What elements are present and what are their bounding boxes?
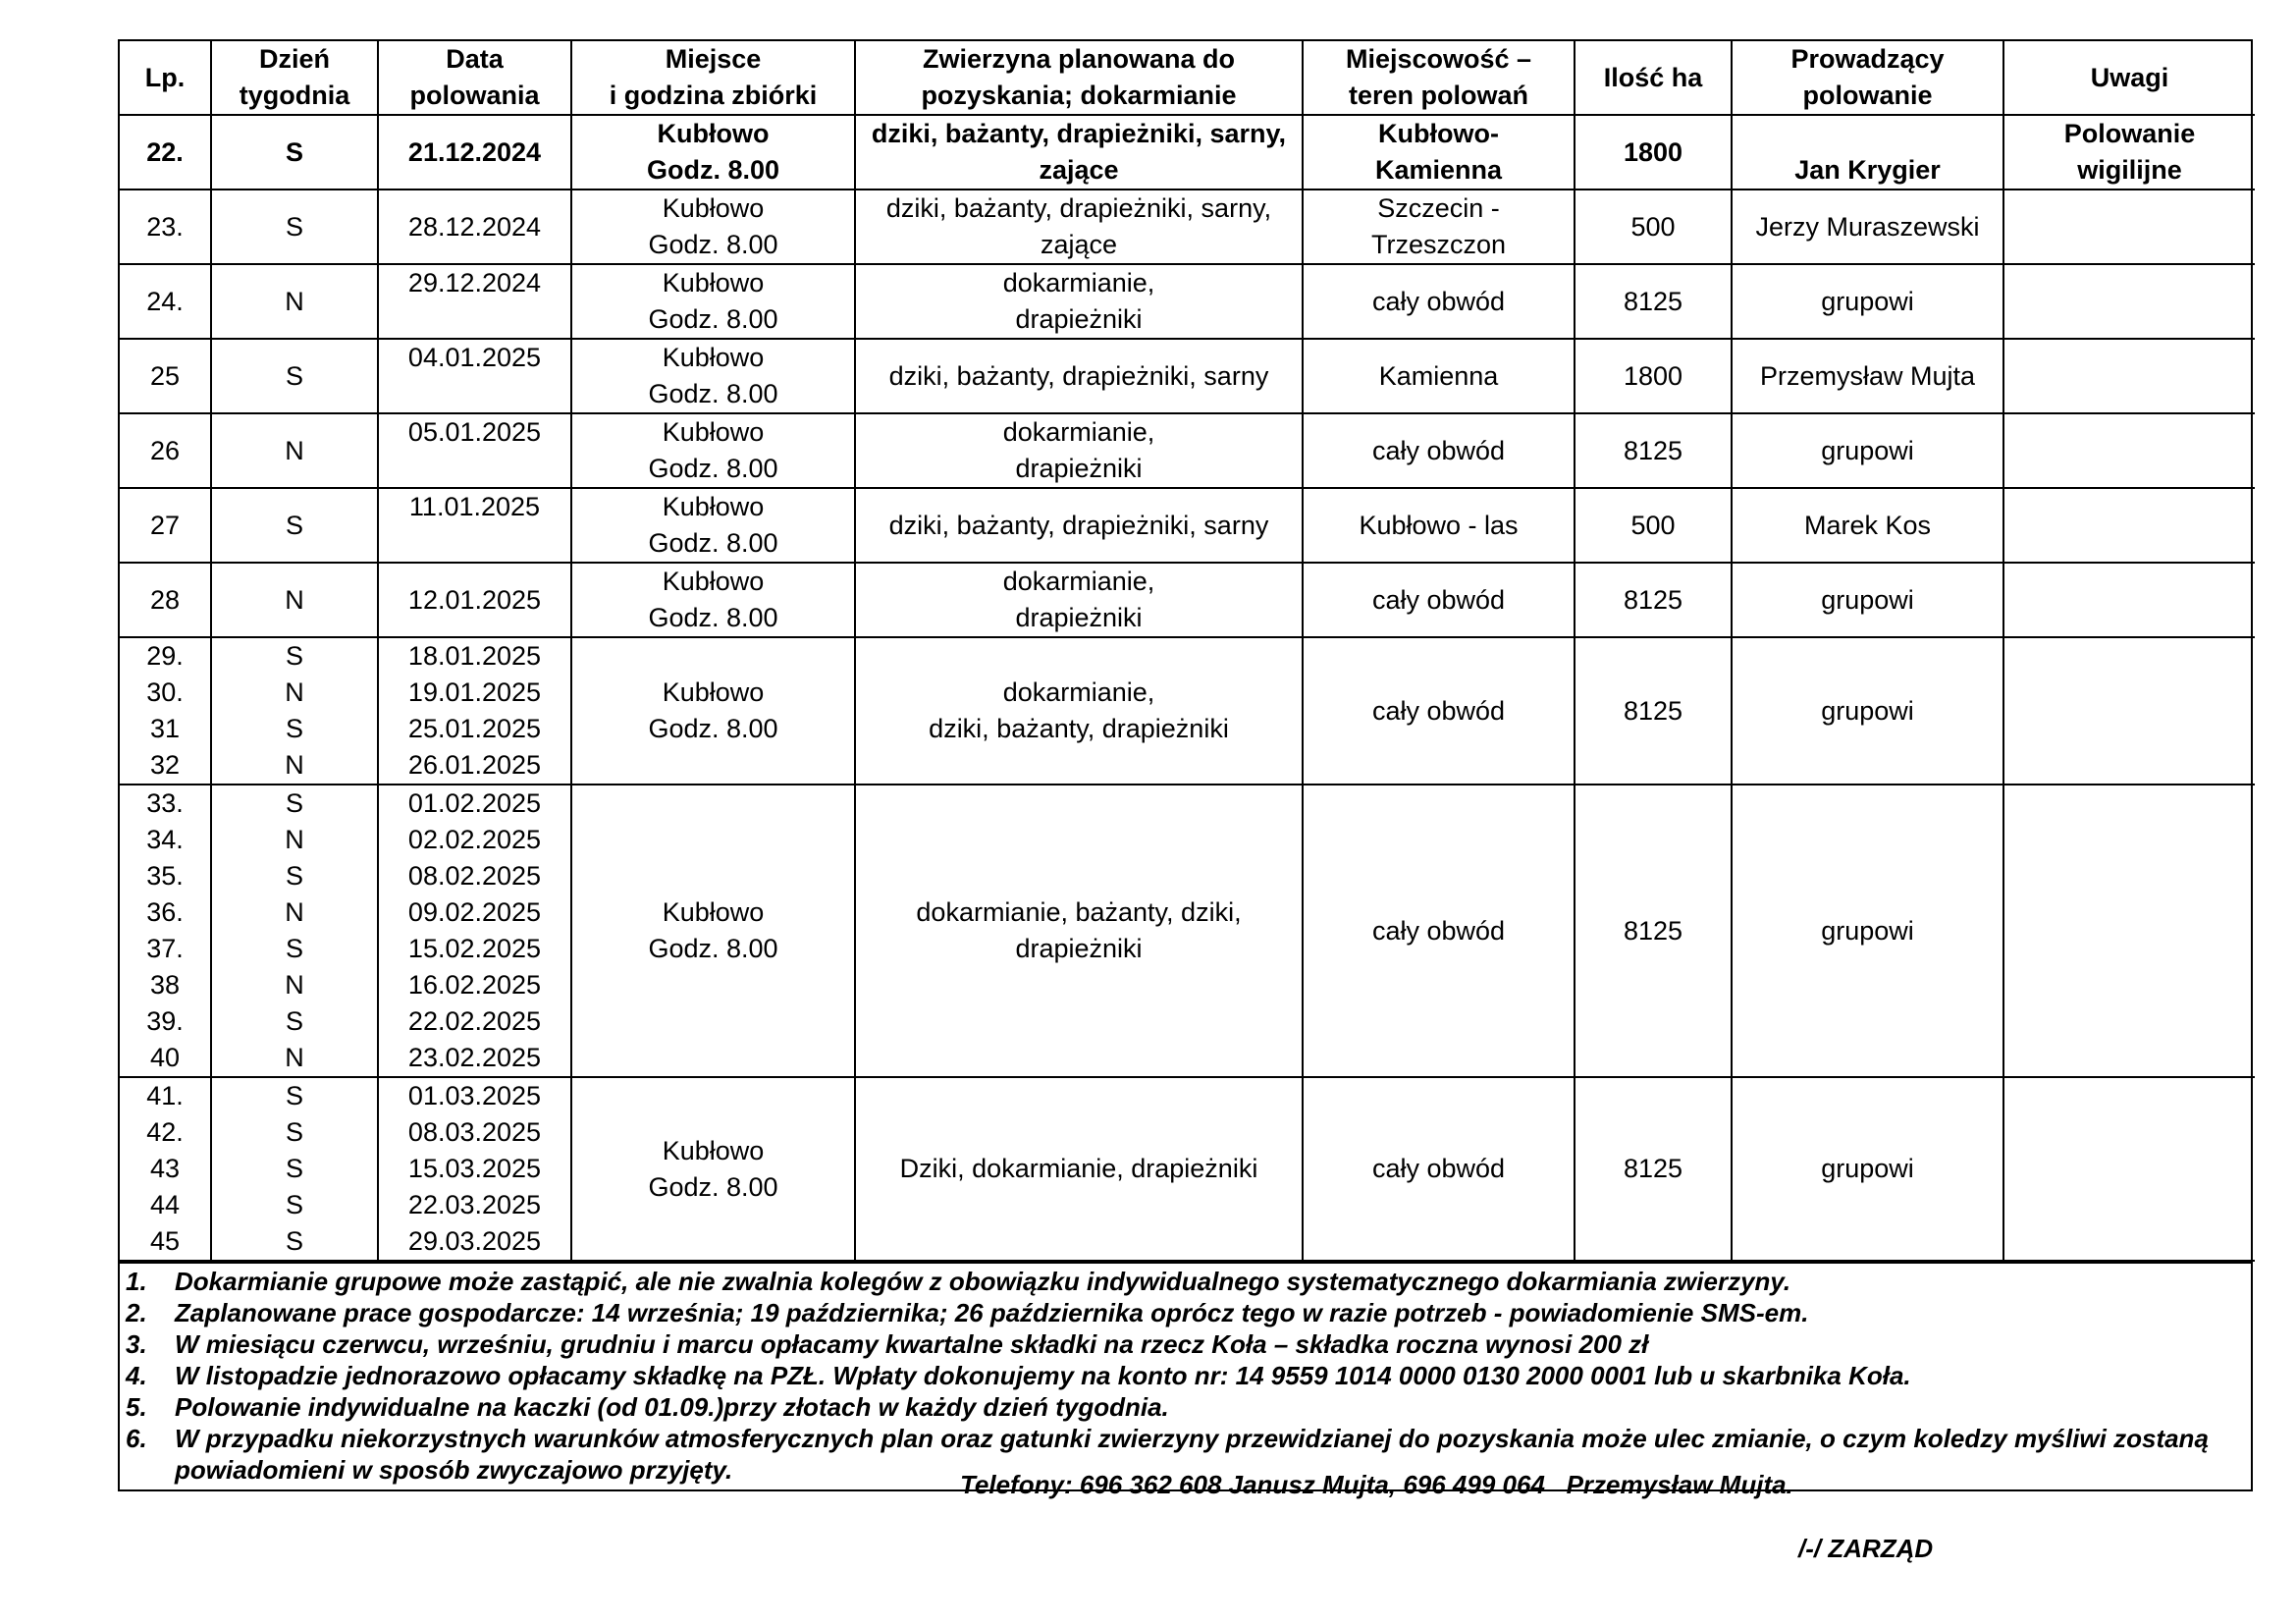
leader-cell: [1732, 785, 2003, 1077]
area-line: Szczecin -: [1377, 193, 1500, 223]
day-cell: [211, 413, 378, 488]
game-cell: [855, 488, 1303, 563]
area-cell: [1303, 785, 1575, 1077]
notes-cell: [2003, 339, 2255, 413]
footnote-number: 6.: [126, 1424, 147, 1453]
game-line: drapieżniki: [1015, 454, 1143, 483]
area-line: cały obwód: [1371, 1154, 1506, 1183]
header-line: i godzina zbiórki: [609, 81, 818, 110]
game-line: dokarmianie,: [1002, 567, 1155, 596]
table-row: [120, 488, 2255, 563]
header-line: pozyskania; dokarmianie: [921, 81, 1237, 110]
col-date-header: [378, 41, 571, 115]
game-line: dziki, bażanty, drapieżniki, sarny: [888, 360, 1269, 391]
header-line: Dzień: [258, 44, 330, 74]
day-line: S: [285, 861, 303, 891]
header-line: teren polowań: [1348, 81, 1528, 110]
notes-cell: [2003, 1077, 2255, 1261]
table-row: [120, 637, 2255, 785]
lp-line: 44: [149, 1190, 181, 1219]
phone-contacts: Telefony: 696 362 608 Janusz Mujta, 696 499 064 Przemysław Mujta.: [960, 1470, 1793, 1499]
footnote-number: 2.: [126, 1298, 147, 1327]
game-cell: [855, 339, 1303, 413]
leader-name: Jan Krygier: [1794, 155, 1941, 185]
date-cell: [378, 264, 571, 339]
leader-cell: [1732, 264, 2003, 339]
hunting-schedule-table: [120, 41, 2255, 1262]
day-cell: [211, 115, 378, 189]
date-cell: [378, 115, 571, 189]
date-line: 05.01.2025: [407, 417, 542, 447]
date-cell: [378, 189, 571, 264]
date-line: 02.02.2025: [407, 825, 542, 854]
area-line: Kubłowo - las: [1359, 510, 1519, 540]
place-line: Kubłowo: [662, 193, 765, 223]
table-row: [120, 264, 2255, 339]
footnote-item: [126, 1297, 2251, 1328]
day-line: S: [285, 510, 303, 540]
date-line: 16.02.2025: [407, 970, 542, 1000]
place-line: Kubłowo: [662, 343, 765, 372]
game-line: dokarmianie, bażanty, dziki,: [916, 897, 1242, 927]
area-line: Kamienna: [1374, 155, 1503, 185]
hunting-plan-sheet: [118, 39, 2253, 1491]
game-line: dokarmianie,: [1002, 417, 1155, 447]
lp-line: 29.: [146, 641, 184, 671]
game-line: Dziki, dokarmianie, drapieżniki: [899, 1154, 1258, 1183]
date-line: 18.01.2025: [407, 641, 542, 671]
game-line: zające: [1040, 230, 1118, 259]
lp-line: 34.: [146, 825, 184, 854]
table-body: [120, 115, 2255, 1261]
leader-cell: [1732, 413, 2003, 488]
ha-value: 500: [1630, 211, 1676, 242]
date-line: 04.01.2025: [407, 343, 542, 372]
place-line: Kubłowo: [657, 119, 770, 148]
date-cell: [378, 488, 571, 563]
place-cell: [571, 637, 855, 785]
place-cell: [571, 563, 855, 637]
date-line: 29.03.2025: [407, 1226, 542, 1256]
day-line: S: [285, 934, 303, 963]
lp-line: 31: [149, 714, 181, 743]
lp-line: 42.: [146, 1117, 184, 1147]
date-line: 01.03.2025: [407, 1081, 542, 1110]
place-cell: [571, 115, 855, 189]
notes-line: Polowanie: [2063, 119, 2196, 148]
date-cell: [378, 563, 571, 637]
ha-cell: [1575, 413, 1732, 488]
day-line: N: [285, 825, 304, 854]
area-cell: [1303, 637, 1575, 785]
place-cell: [571, 189, 855, 264]
col-notes-header: [2003, 41, 2255, 115]
lp-line: 36.: [146, 897, 184, 927]
lp-line: 45: [149, 1226, 181, 1256]
area-line: Kubłowo-: [1378, 119, 1499, 148]
date-line: 09.02.2025: [407, 897, 542, 927]
date-line: 08.02.2025: [407, 861, 542, 891]
day-line: S: [285, 1190, 303, 1219]
notes-cell: [2003, 115, 2255, 189]
date-line: 19.01.2025: [407, 677, 542, 707]
leader-cell: [1732, 339, 2003, 413]
footnote-number: 3.: [126, 1329, 147, 1359]
leader-name: Jerzy Muraszewski: [1755, 211, 1980, 242]
header-line: Ilość ha: [1603, 62, 1703, 92]
leader-name: Przemysław Mujta: [1759, 360, 1976, 391]
date-line: 12.01.2025: [407, 584, 542, 615]
game-line: dziki, bażanty, drapieżniki, sarny,: [885, 193, 1272, 223]
notes-cell: [2003, 563, 2255, 637]
lp-line: 26: [149, 435, 181, 465]
col-day-header: [211, 41, 378, 115]
ha-cell: [1575, 488, 1732, 563]
game-cell: [855, 413, 1303, 488]
area-cell: [1303, 189, 1575, 264]
day-line: N: [285, 435, 304, 465]
col-area-header: [1303, 41, 1575, 115]
leader-name: grupowi: [1821, 286, 1914, 316]
day-cell: [211, 189, 378, 264]
table-row: [120, 413, 2255, 488]
lp-line: 43: [149, 1154, 181, 1183]
lp-line: 32: [149, 750, 181, 780]
area-cell: [1303, 488, 1575, 563]
ha-value: 8125: [1623, 584, 1683, 615]
lp-cell: [120, 563, 211, 637]
place-line: Kubłowo: [662, 417, 765, 447]
place-cell: [571, 264, 855, 339]
table-row: [120, 785, 2255, 1077]
leader-name: grupowi: [1821, 1154, 1914, 1183]
area-cell: [1303, 264, 1575, 339]
leader-name: grupowi: [1821, 695, 1914, 726]
date-line: 29.12.2024: [407, 268, 542, 298]
lp-cell: [120, 115, 211, 189]
day-cell: [211, 563, 378, 637]
day-cell: [211, 1077, 378, 1261]
ha-cell: [1575, 115, 1732, 189]
date-line: 22.03.2025: [407, 1190, 542, 1219]
day-line: N: [285, 584, 304, 615]
leader-name: grupowi: [1821, 584, 1914, 615]
lp-line: 33.: [146, 788, 184, 818]
table-row: [120, 1077, 2255, 1261]
notes-cell: [2003, 488, 2255, 563]
ha-cell: [1575, 563, 1732, 637]
game-cell: [855, 785, 1303, 1077]
area-cell: [1303, 115, 1575, 189]
day-cell: [211, 785, 378, 1077]
area-line: Kamienna: [1378, 360, 1499, 391]
day-cell: [211, 339, 378, 413]
day-cell: [211, 488, 378, 563]
ha-cell: [1575, 339, 1732, 413]
ha-value: 8125: [1623, 1154, 1683, 1183]
footnote-text: W miesiącu czerwcu, wrześniu, grudniu i marcu opłacamy kwartalne składki na rzecz Koła – składka roczna wynosi 200 zł: [175, 1329, 1649, 1359]
header-line: polowanie: [1802, 81, 1933, 110]
header-line: Lp.: [144, 62, 186, 92]
lp-cell: [120, 488, 211, 563]
lp-cell: [120, 264, 211, 339]
lp-line: 30.: [146, 677, 184, 707]
footnote-item: [126, 1391, 2251, 1423]
board-signature: /-/ ZARZĄD: [1798, 1534, 1934, 1563]
place-line: Godz. 8.00: [648, 714, 778, 743]
table-row: [120, 189, 2255, 264]
place-line: Godz. 8.00: [648, 379, 778, 408]
date-cell: [378, 637, 571, 785]
date-line: 11.01.2025: [408, 492, 541, 521]
place-line: Kubłowo: [662, 897, 765, 927]
lp-cell: [120, 189, 211, 264]
date-line: 22.02.2025: [407, 1006, 542, 1036]
date-cell: [378, 413, 571, 488]
place-line: Godz. 8.00: [648, 1171, 778, 1202]
footnote-text: W przypadku niekorzystnych warunków atmosferycznych plan oraz gatunki zwierzyny przewidzianej do pozyskania może ulec zmianie, o czym koledzy myśliwi zostaną powiadomieni w sposób zwyczajowo przyjęty.: [175, 1424, 2209, 1485]
game-cell: [855, 115, 1303, 189]
leader-cell: [1732, 637, 2003, 785]
area-line: cały obwód: [1371, 286, 1506, 316]
col-leader-header: [1732, 41, 2003, 115]
lp-cell: [120, 1077, 211, 1261]
footnote-text: Dokarmianie grupowe może zastąpić, ale nie zwalnia kolegów z obowiązku indywidualnego systematycznego dokarmiania zwierzyny.: [175, 1267, 1791, 1296]
date-line: 28.12.2024: [407, 211, 542, 242]
area-line: cały obwód: [1371, 695, 1506, 726]
lp-line: 24.: [146, 286, 184, 316]
place-cell: [571, 785, 855, 1077]
date-line: 08.03.2025: [407, 1117, 542, 1147]
place-cell: [571, 1077, 855, 1261]
footnote-item: [126, 1328, 2251, 1360]
day-line: S: [285, 1154, 303, 1183]
ha-cell: [1575, 189, 1732, 264]
place-cell: [571, 413, 855, 488]
place-line: Godz. 8.00: [648, 454, 778, 483]
lp-cell: [120, 785, 211, 1077]
game-line: dokarmianie,: [1002, 677, 1155, 707]
place-line: Godz. 8.00: [648, 603, 778, 632]
leader-cell: [1732, 563, 2003, 637]
ha-value: 8125: [1623, 915, 1683, 946]
game-line: drapieżniki: [1015, 304, 1143, 334]
area-cell: [1303, 1077, 1575, 1261]
day-line: N: [285, 286, 304, 316]
game-line: drapieżniki: [1015, 603, 1143, 632]
day-line: N: [285, 1043, 304, 1072]
footnote-number: 5.: [126, 1392, 147, 1422]
table-row: [120, 563, 2255, 637]
day-line: N: [285, 677, 304, 707]
header-line: Zwierzyna planowana do: [922, 44, 1236, 74]
date-line: 01.02.2025: [407, 788, 542, 818]
leader-cell: [1732, 488, 2003, 563]
header-line: tygodnia: [239, 81, 350, 110]
lp-line: 40: [149, 1043, 181, 1072]
header-line: Miejsce: [665, 44, 762, 74]
area-cell: [1303, 413, 1575, 488]
place-line: Kubłowo: [662, 268, 765, 298]
day-line: S: [285, 1117, 303, 1147]
area-cell: [1303, 339, 1575, 413]
place-line: Godz. 8.00: [648, 528, 778, 558]
lp-line: 39.: [146, 1006, 184, 1036]
notes-cell: [2003, 413, 2255, 488]
game-cell: [855, 563, 1303, 637]
ha-cell: [1575, 264, 1732, 339]
ha-value: 8125: [1623, 695, 1683, 726]
header-line: Miejscowość –: [1345, 44, 1532, 74]
col-lp-header: [120, 41, 211, 115]
day-cell: [211, 637, 378, 785]
area-line: cały obwód: [1371, 435, 1506, 465]
area-line: cały obwód: [1371, 584, 1506, 615]
lp-line: 35.: [146, 861, 184, 891]
footnote-text: Zaplanowane prace gospodarcze: 14 września; 19 października; 26 października oprócz tego w razie potrzeb - powiadomienie SMS-em.: [175, 1298, 1809, 1327]
footnote-number: 4.: [126, 1361, 147, 1390]
date-line: 21.12.2024: [407, 136, 542, 167]
ha-value: 1800: [1623, 136, 1683, 167]
table-row: [120, 339, 2255, 413]
leader-name: grupowi: [1821, 915, 1914, 946]
ha-cell: [1575, 637, 1732, 785]
table-header-row: [120, 41, 2255, 115]
area-cell: [1303, 563, 1575, 637]
game-cell: [855, 189, 1303, 264]
leader-cell: [1732, 189, 2003, 264]
lp-cell: [120, 339, 211, 413]
game-cell: [855, 1077, 1303, 1261]
lp-cell: [120, 637, 211, 785]
ha-cell: [1575, 1077, 1732, 1261]
footnote-text: W listopadzie jednorazowo opłacamy składkę na PZŁ. Wpłaty dokonujemy na konto nr: 14 9559 1014 0000 0130 2000 0001 lub u skarbnika Koła.: [175, 1361, 1911, 1390]
day-cell: [211, 264, 378, 339]
date-cell: [378, 1077, 571, 1261]
notes-cell: [2003, 264, 2255, 339]
place-line: Godz. 8.00: [648, 934, 778, 963]
area-line: cały obwód: [1371, 915, 1506, 946]
day-line: S: [285, 1006, 303, 1036]
leader-name: Marek Kos: [1803, 510, 1932, 540]
ha-cell: [1575, 785, 1732, 1077]
date-line: 15.03.2025: [407, 1154, 542, 1183]
lp-line: 28: [149, 584, 181, 615]
place-line: Kubłowo: [662, 567, 765, 596]
table-row: [120, 115, 2255, 189]
footnote-text: Polowanie indywidualne na kaczki (od 01.09.)przy złotach w każdy dzień tygodnia.: [175, 1392, 1169, 1422]
header-line: Prowadzący: [1790, 44, 1945, 74]
footnotes: [120, 1262, 2251, 1489]
day-line: N: [285, 750, 304, 780]
lp-line: 37.: [146, 934, 184, 963]
day-line: S: [285, 714, 303, 743]
date-cell: [378, 339, 571, 413]
leader-name: grupowi: [1821, 435, 1914, 465]
game-line: dziki, bażanty, drapieżniki: [929, 714, 1229, 743]
ha-value: 8125: [1623, 435, 1683, 465]
day-line: S: [285, 641, 303, 671]
game-line: drapieżniki: [1015, 934, 1143, 963]
notes-cell: [2003, 637, 2255, 785]
day-line: S: [285, 136, 303, 167]
lp-line: 23.: [146, 211, 184, 242]
day-line: N: [285, 897, 304, 927]
place-line: Kubłowo: [662, 677, 765, 707]
footnote-number: 1.: [126, 1267, 147, 1296]
header-line: polowania: [409, 81, 540, 110]
lp-line: 22.: [146, 136, 184, 167]
lp-line: 38: [149, 970, 181, 1000]
place-line: Kubłowo: [662, 492, 765, 521]
col-game-header: [855, 41, 1303, 115]
place-line: Godz. 8.00: [648, 230, 778, 259]
place-cell: [571, 488, 855, 563]
ha-value: 1800: [1623, 360, 1683, 391]
game-line: dokarmianie,: [1002, 268, 1155, 298]
day-line: S: [285, 788, 303, 818]
lp-line: 25: [149, 360, 181, 391]
place-line: Kubłowo: [662, 1135, 765, 1165]
notes-cell: [2003, 785, 2255, 1077]
lp-line: 27: [149, 510, 181, 540]
notes-line: wigilijne: [2077, 155, 2182, 185]
game-line: zające: [1039, 155, 1119, 185]
date-line: 26.01.2025: [407, 750, 542, 780]
day-line: S: [285, 1226, 303, 1256]
place-line: Godz. 8.00: [648, 304, 778, 334]
date-cell: [378, 785, 571, 1077]
header-line: Uwagi: [2090, 62, 2169, 92]
leader-cell: [1732, 1077, 2003, 1261]
ha-value: 500: [1630, 510, 1676, 540]
game-line: dziki, bażanty, drapieżniki, sarny: [888, 510, 1269, 540]
area-line: Trzeszczon: [1370, 230, 1507, 259]
lp-cell: [120, 413, 211, 488]
date-line: 15.02.2025: [407, 934, 542, 963]
col-place-header: [571, 41, 855, 115]
footnote-item: [126, 1266, 2251, 1297]
game-cell: [855, 637, 1303, 785]
header-line: Data: [446, 44, 504, 74]
day-line: N: [285, 970, 304, 1000]
col-ha-header: [1575, 41, 1732, 115]
game-line: dziki, bażanty, drapieżniki, sarny,: [871, 119, 1287, 148]
date-line: 23.02.2025: [407, 1043, 542, 1072]
footnote-item: [126, 1360, 2251, 1391]
day-line: S: [285, 211, 303, 242]
lp-line: 41.: [146, 1081, 184, 1110]
day-line: S: [285, 360, 303, 391]
place-cell: [571, 339, 855, 413]
place-line: Godz. 8.00: [646, 155, 780, 185]
leader-cell: [1732, 115, 2003, 189]
date-line: 25.01.2025: [407, 714, 542, 743]
game-cell: [855, 264, 1303, 339]
notes-cell: [2003, 189, 2255, 264]
ha-value: 8125: [1623, 286, 1683, 316]
day-line: S: [285, 1081, 303, 1110]
